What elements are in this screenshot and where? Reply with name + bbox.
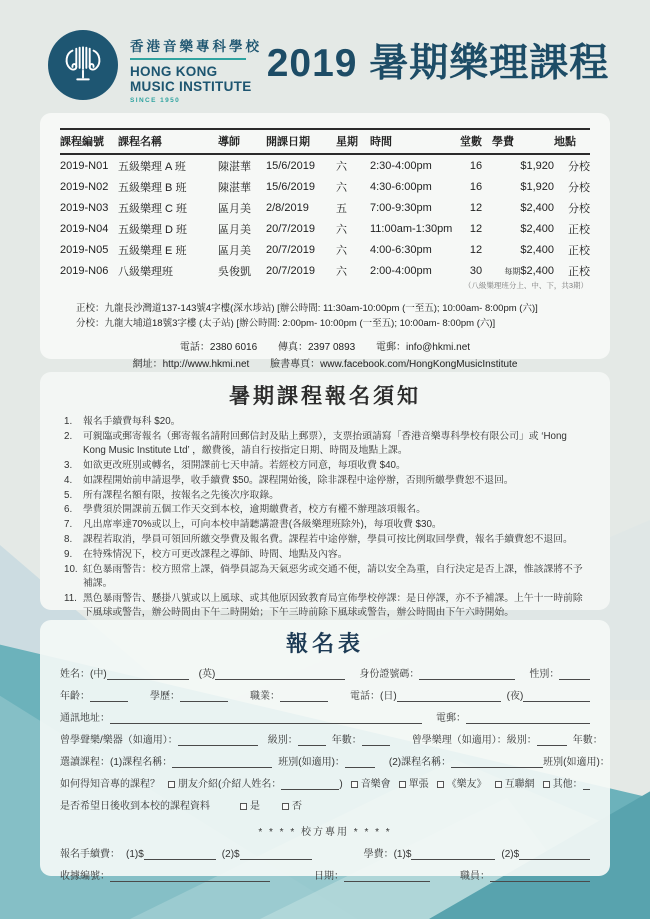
date-label: 日期：	[314, 871, 344, 882]
address-field[interactable]	[110, 712, 422, 724]
class2-label: 班別(如適用)：	[543, 757, 610, 768]
opt-concert-label: 音樂會	[360, 779, 391, 790]
cell-teacher: 吳俊凱	[218, 265, 251, 278]
name-cn-field[interactable]	[107, 668, 189, 680]
id-field[interactable]	[419, 668, 515, 680]
fax-label: 傳真：	[277, 342, 308, 354]
phone-night-field[interactable]	[523, 690, 590, 702]
cell-sessions: 12	[469, 201, 483, 214]
age-label: 年齡：	[60, 691, 90, 702]
col-header-teacher: 導師	[218, 129, 266, 154]
cell-code: 2019-N02	[60, 180, 109, 193]
cell-name: 五級樂理 C 班	[118, 202, 188, 215]
checkbox-friend[interactable]	[168, 781, 175, 788]
cell-time: 4:30-6:00pm	[370, 180, 432, 193]
opt-other-label: 其他：	[552, 779, 583, 790]
notice-item: 報名手續費每科 $20。	[83, 416, 181, 427]
notice-item: 凡出席率達70%或以上，可向本校申請聽講證書(各級樂理班除外)，每項收費 $30。	[83, 519, 442, 531]
cell-weekday: 六	[336, 160, 347, 173]
course2-name-field[interactable]	[451, 756, 543, 768]
reg-fee-label: 報名手續費：	[60, 849, 120, 860]
notice-item: 紅色暴雨警告：校方照常上課，倘學員認為天氣惡劣或交通不便，請以安全為重，自行決定是否上課，惟該課將不予補課。	[83, 564, 583, 589]
tuition1-field[interactable]	[411, 848, 495, 860]
form-row-name	[60, 665, 590, 680]
cell-fee	[492, 260, 554, 281]
form-row-office-fees	[60, 845, 590, 860]
phone-label: 電話：	[179, 342, 210, 354]
cell-teacher: 陳湛華	[218, 160, 251, 173]
fee1-label: (1)$	[126, 849, 144, 860]
notice-item: 黑色暴雨警告、懸掛八號或以上風球、或其他原因致教育局宣佈學校停課：是日停課，亦不予補課。上午十一時前除下風球或警告，辦公時間由下午二時開始；下午三時前除下風球或警告，辦公時間由下午六時開始。	[83, 592, 583, 618]
cell-sessions: 16	[469, 159, 483, 172]
table-row	[60, 218, 590, 239]
class1-label: 班別(如適用)：	[278, 757, 345, 768]
grade-label: 級別：	[267, 735, 298, 746]
theory-years-label: 年數：	[572, 735, 603, 746]
notice-item: 如課程開始前申請退學，收手續費 $50。課程開始後，除非課程中途停辦，否則所繳學費恕不退回。	[83, 474, 514, 486]
facebook-url: www.facebook.com/HongKongMusicInstitute	[320, 358, 518, 370]
website-label: 網址：	[132, 358, 163, 370]
table-row	[60, 197, 590, 218]
cell-date: 20/7/2019	[266, 243, 315, 256]
cell-teacher: 區月美	[218, 244, 251, 257]
cell-time: 4:00-6:30pm	[370, 243, 432, 256]
cell-weekday: 六	[336, 181, 347, 194]
cell-weekday: 六	[336, 223, 347, 236]
email-value: info@hkmi.net	[406, 342, 471, 354]
notice-item: 所有課程名額有限，按報名之先後次序取錄。	[83, 489, 279, 501]
how-know-label: 如何得知音專的課程？	[60, 779, 160, 790]
years-label: 年數：	[331, 735, 362, 746]
years-field[interactable]	[362, 734, 390, 746]
office-use-header: * * * * 校方專用 * * * *	[258, 827, 392, 838]
notice-list	[62, 415, 588, 620]
course-table	[60, 128, 590, 281]
receipt-label: 收據編號：	[60, 871, 110, 882]
col-header-weekday: 星期	[336, 129, 370, 154]
name-cn-label: 姓名：(中)	[60, 669, 107, 680]
col-header-name: 課程名稱	[118, 129, 218, 154]
future-info-label: 是否希望日後收到本校的課程資料	[60, 801, 210, 812]
staff-label: 職員：	[460, 871, 490, 882]
form-row-personal	[60, 687, 590, 702]
music-exp-label: 曾學聲樂/樂器（如適用）：	[60, 735, 178, 746]
opt-leaflet-label: 單張	[408, 779, 429, 790]
reg-fee2-field[interactable]	[240, 848, 312, 860]
gender-label: 性別：	[529, 669, 560, 680]
cell-teacher: 陳湛華	[218, 181, 251, 194]
table-row	[60, 176, 590, 197]
gender-field[interactable]	[559, 668, 590, 680]
cell-date: 20/7/2019	[266, 222, 315, 235]
divider	[130, 58, 246, 60]
cell-code: 2019-N04	[60, 222, 109, 235]
opt-internet-label: 互聯網	[504, 779, 535, 790]
course-table-header-row	[60, 129, 590, 154]
school-name-en-1: HONG KONG	[130, 64, 218, 79]
col-header-date: 開課日期	[266, 129, 336, 154]
friend-name-field[interactable]	[281, 778, 339, 790]
cell-sessions: 12	[469, 243, 483, 256]
address-branch	[76, 317, 590, 332]
id-label: 身份證號碼：	[359, 669, 420, 680]
course2-label: (2)課程名稱：	[388, 757, 452, 768]
table-row	[60, 154, 590, 176]
cell-date: 2/8/2019	[266, 201, 309, 214]
cell-fee: $2,400	[520, 222, 554, 235]
table-row	[60, 239, 590, 260]
notice-item: 在特殊情況下，校方可更改課程之導師、時間、地點及內容。	[83, 549, 348, 561]
opt-friend-close: )	[339, 779, 343, 790]
course-info-panel	[40, 113, 610, 370]
checkbox-magazine[interactable]	[437, 781, 444, 788]
staff-field[interactable]	[490, 870, 590, 882]
email-form-label: 電郵：	[436, 713, 466, 724]
lyre-icon	[60, 42, 106, 88]
cell-location: 分校	[568, 160, 590, 173]
phone-night-label: (夜)	[506, 691, 524, 702]
address-branch-label: 分校：	[76, 317, 105, 329]
cell-name: 五級樂理 D 班	[118, 223, 188, 236]
school-name-zh: 香港音樂專科學校	[130, 39, 262, 54]
notice-item: 如欲更改班別或轉名，須開課前七天申請。若經校方同意，每項收費 $40。	[83, 459, 406, 471]
age-field[interactable]	[90, 690, 128, 702]
grade-field[interactable]	[298, 734, 326, 746]
form-row-future-info	[60, 797, 590, 812]
table-footnote: （八級樂理班分上、中、下，共3期）	[463, 281, 588, 290]
education-field[interactable]	[180, 690, 228, 702]
form-row-courses	[60, 753, 610, 768]
form-row-address	[60, 709, 590, 724]
cell-time: 11:00am-1:30pm	[370, 222, 453, 235]
date-field[interactable]	[344, 870, 430, 882]
cell-time: 2:30-4:00pm	[370, 159, 432, 172]
tuition2-label: (2)$	[501, 849, 520, 860]
course1-name-field[interactable]	[172, 756, 272, 768]
cell-fee: $1,920	[520, 180, 554, 193]
cell-teacher: 區月美	[218, 202, 251, 215]
course-select-label: 選讀課程：(1)課程名稱：	[60, 757, 173, 768]
cell-name: 五級樂理 A 班	[118, 160, 186, 173]
cell-name: 八級樂理班	[118, 265, 173, 278]
cell-weekday: 六	[336, 244, 347, 257]
cell-teacher: 區月美	[218, 223, 251, 236]
school-name-en-2: MUSIC INSTITUTE	[130, 79, 252, 95]
fee-amount: $2,400	[520, 264, 554, 277]
cell-weekday: 六	[336, 265, 347, 278]
cell-code: 2019-N03	[60, 201, 109, 214]
cell-date: 15/6/2019	[266, 180, 315, 193]
contact-block	[60, 340, 590, 373]
name-en-field[interactable]	[215, 668, 345, 680]
occupation-label: 職業：	[250, 691, 280, 702]
cell-date: 20/7/2019	[266, 264, 315, 277]
col-header-sessions: 堂數	[460, 129, 492, 154]
phone-day-field[interactable]	[397, 690, 501, 702]
phone-number: 2380 6016	[209, 342, 258, 354]
fee-prefix: 每期	[504, 266, 521, 276]
cell-code: 2019-N01	[60, 159, 109, 172]
address-main	[76, 302, 590, 317]
cell-fee: $1,920	[520, 159, 554, 172]
cell-date: 15/6/2019	[266, 159, 315, 172]
other-field[interactable]	[583, 778, 590, 790]
cell-weekday: 五	[336, 202, 347, 215]
cell-name: 五級樂理 B 班	[118, 181, 187, 194]
reg-fee1-field[interactable]	[144, 848, 216, 860]
cell-sessions: 30	[469, 264, 483, 277]
cell-fee: $2,400	[520, 201, 554, 214]
checkbox-yes[interactable]	[240, 803, 247, 810]
col-header-location: 地點	[554, 129, 590, 154]
form-title: 報名表	[285, 631, 364, 656]
checkbox-no[interactable]	[282, 803, 289, 810]
opt-friend-label: 朋友介紹(介紹人姓名：	[178, 779, 282, 790]
cell-time: 2:00-4:00pm	[370, 264, 432, 277]
notice-title: 暑期課程報名須知	[229, 385, 421, 408]
cell-name: 五級樂理 E 班	[118, 244, 187, 257]
checkbox-concert[interactable]	[351, 781, 358, 788]
contact-line-1	[60, 340, 590, 357]
address-main-text: 九龍長沙灣道137-143號4字樓(深水埗站) [辦公時間: 11:30am-10:00pm (一至五); 10:00am- 8:00pm (六)]	[104, 303, 538, 314]
cell-sessions: 12	[469, 222, 483, 235]
email-label: 電郵：	[376, 342, 407, 354]
form-row-how-know	[60, 775, 590, 790]
col-header-code: 課程編號	[60, 129, 118, 154]
form-row-receipt	[60, 867, 590, 882]
notice-item: 可親臨或郵寄報名（郵寄報名請附回郵信封及貼上郵票），支票抬頭請寫「香港音樂專科學校有限公司」或 ‘Hong Kong Music Institute Ltd’ ，繳費後，請自行按指定日期、時間及地點上課。	[83, 430, 567, 456]
table-row	[60, 260, 590, 281]
cell-location: 正校	[568, 244, 590, 257]
checkbox-other[interactable]	[543, 781, 550, 788]
cell-location: 分校	[568, 181, 590, 194]
address-branch-text: 九龍大埔道18號3字樓 (太子站) [辦公時間: 2:00pm- 10:00pm (一至五); 10:00am- 8:00pm (六)]	[104, 317, 496, 329]
address-label: 通訊地址：	[60, 713, 110, 724]
email-field[interactable]	[466, 712, 590, 724]
yes-label: 是	[250, 801, 260, 812]
tuition-label: 學費：(1)$	[363, 849, 412, 860]
cell-time: 7:00-9:30pm	[370, 201, 432, 214]
col-header-fee: 學費	[492, 129, 554, 154]
school-name-block	[130, 35, 262, 104]
no-label: 否	[292, 801, 302, 812]
opt-magazine-label: 《樂友》	[446, 779, 487, 790]
registration-form-panel	[40, 620, 610, 882]
page-title: 2019 暑期樂理課程	[266, 42, 610, 85]
cell-location: 正校	[568, 223, 590, 236]
phone-day-label: 電話：(日)	[350, 691, 397, 702]
notice-item: 學費須於開課前五個工作天交到本校，逾期繳費者，校方有權不辦理該項報名。	[83, 504, 426, 516]
since-label: SINCE 1950	[130, 97, 181, 105]
occupation-field[interactable]	[280, 690, 328, 702]
checkbox-leaflet[interactable]	[399, 781, 406, 788]
class1-field[interactable]	[345, 756, 375, 768]
cell-code: 2019-N06	[60, 264, 109, 277]
fax-number: 2397 0893	[307, 342, 356, 354]
receipt-field[interactable]	[110, 870, 270, 882]
checkbox-internet[interactable]	[495, 781, 502, 788]
addresses-block	[76, 302, 590, 331]
notice-item: 課程若取消，學員可領回所繳交學費及報名費。課程若中途停辦，學員可按比例取回學費，報名手續費恕不退回。	[83, 534, 573, 546]
education-label: 學歷：	[150, 691, 180, 702]
fee2-label: (2)$	[221, 849, 240, 860]
website-url: http://www.hkmi.net	[162, 358, 250, 370]
instrument-field[interactable]	[178, 734, 258, 746]
cell-code: 2019-N05	[60, 243, 109, 256]
cell-location: 分校	[568, 202, 590, 215]
facebook-label: 臉書專頁：	[270, 358, 321, 370]
contact-line-2	[60, 357, 590, 374]
cell-location: 正校	[568, 265, 590, 278]
name-en-label: (英)	[198, 669, 216, 680]
col-header-time: 時間	[370, 129, 460, 154]
tuition2-field[interactable]	[519, 848, 590, 860]
form-row-music-exp	[60, 731, 603, 746]
cell-sessions: 16	[469, 180, 483, 193]
theory-exp-label: 曾學樂理（如適用）：級別：	[411, 735, 537, 746]
theory-grade-field[interactable]	[537, 734, 567, 746]
school-logo	[48, 30, 118, 100]
notice-panel	[40, 372, 610, 618]
cell-fee: $2,400	[520, 243, 554, 256]
address-main-label: 正校：	[76, 303, 105, 314]
